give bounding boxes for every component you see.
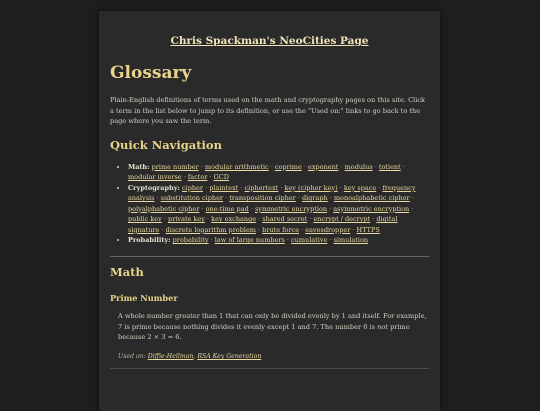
- glossary-term-link[interactable]: discrete logarithm problem: [165, 225, 256, 234]
- term-separator: ·: [204, 215, 212, 224]
- glossary-term-link[interactable]: key (cipher key): [284, 183, 338, 192]
- glossary-term-link[interactable]: law of large numbers: [214, 236, 285, 245]
- term-separator: ·: [159, 225, 166, 234]
- glossary-term-link[interactable]: factor: [187, 173, 208, 182]
- term-separator: ·: [295, 194, 302, 203]
- glossary-term-link[interactable]: one-time pad: [205, 204, 249, 213]
- term-separator: ·: [307, 215, 314, 224]
- glossary-term-link[interactable]: cumulative: [291, 236, 328, 245]
- quick-nav-category: [128, 235, 429, 246]
- term-separator: ·: [327, 236, 334, 245]
- term-divider: [110, 368, 429, 369]
- term-separator: ·: [207, 173, 214, 182]
- glossary-term-link[interactable]: prime number: [151, 162, 199, 171]
- glossary-term-link[interactable]: frequency analysis: [128, 183, 416, 203]
- term-heading-prime-number: Prime Number: [110, 292, 178, 303]
- glossary-term-link[interactable]: digital signature: [128, 215, 398, 234]
- glossary-term-link[interactable]: polyalphabetic cipher: [128, 204, 200, 213]
- glossary-term-link[interactable]: asymmetric encryption: [333, 204, 410, 213]
- glossary-term-link[interactable]: digraph: [301, 194, 328, 203]
- term-separator: ·: [400, 162, 405, 171]
- term-separator: ·: [223, 194, 230, 203]
- glossary-term-link[interactable]: private key: [168, 215, 205, 224]
- glossary-term-link[interactable]: monoalphabetic cipher: [333, 194, 410, 203]
- term-separator: ·: [376, 183, 383, 192]
- glossary-term-link[interactable]: GCD: [213, 173, 229, 182]
- glossary-term-link[interactable]: cipher: [181, 183, 203, 192]
- glossary-term-link[interactable]: transposition cipher: [229, 194, 296, 203]
- quick-nav-category: [128, 183, 429, 236]
- term-separator: ·: [284, 236, 292, 245]
- term-separator: ·: [338, 162, 345, 171]
- glossary-term-link[interactable]: coprime: [274, 162, 302, 171]
- term-separator: ·: [208, 236, 215, 245]
- term-separator: ·: [350, 225, 357, 234]
- glossary-term-link[interactable]: encrypt / decrypt: [313, 215, 371, 224]
- category-label: Probability:: [128, 236, 171, 245]
- page-container: [99, 11, 440, 411]
- category-label: Math:: [128, 162, 150, 171]
- glossary-term-link[interactable]: modular inverse: [128, 173, 182, 182]
- category-label: Cryptography:: [128, 183, 180, 192]
- term-separator: ·: [203, 183, 210, 192]
- glossary-term-link[interactable]: substitution cipher: [160, 194, 224, 203]
- glossary-term-link[interactable]: modular arithmetic: [204, 162, 269, 171]
- glossary-term-link[interactable]: probability: [172, 236, 209, 245]
- term-separator: ·: [238, 183, 245, 192]
- term-definition: [118, 311, 429, 343]
- term-separator: ·: [409, 194, 414, 203]
- term-separator: ·: [372, 162, 379, 171]
- term-separator: ·: [327, 194, 334, 203]
- section-divider: [110, 256, 429, 257]
- term-separator: ·: [301, 162, 308, 171]
- glossary-term-link[interactable]: key space: [343, 183, 377, 192]
- glossary-term-link[interactable]: HTTPS: [356, 225, 380, 234]
- used-on-label: Used on:: [118, 353, 146, 361]
- quick-nav-heading: Quick Navigation: [110, 137, 222, 152]
- glossary-term-link[interactable]: ciphertext: [244, 183, 279, 192]
- term-separator: ·: [278, 183, 285, 192]
- term-separator: ·: [199, 204, 206, 213]
- definition-text-end: prime because 2 × 3 = 6.: [118, 322, 410, 342]
- term-separator: ·: [198, 162, 205, 171]
- glossary-term-link[interactable]: simulation: [333, 236, 369, 245]
- quick-nav-list: [110, 162, 429, 246]
- term-separator: ·: [161, 215, 169, 224]
- term-separator: ·: [255, 225, 263, 234]
- term-separator: ·: [370, 215, 377, 224]
- quick-nav-category: [128, 162, 429, 183]
- definition-text: A whole number greater than 1 that can only be divided evenly by 1 and itself. For example, 7 is prime because nothing divides it evenly except 1 and 7. The number 6 is: [118, 311, 427, 331]
- glossary-term-link[interactable]: eavesdropper: [305, 225, 351, 234]
- term-separator: ·: [256, 215, 263, 224]
- glossary-term-link[interactable]: symmetric encryption: [254, 204, 328, 213]
- intro-paragraph: Plain-English definitions of terms used on the math and cryptography pages on this site. Click a term in the list below to jump to its definition, or use the "Used on:" links to go back to the page where you saw the term.: [110, 96, 426, 126]
- glossary-term-link[interactable]: totient: [378, 162, 401, 171]
- glossary-term-link[interactable]: shared secret: [262, 215, 308, 224]
- glossary-term-link[interactable]: key exchange: [211, 215, 257, 224]
- glossary-term-link[interactable]: modulus: [344, 162, 373, 171]
- used-on-link-rsa-key-generation[interactable]: RSA Key Generation: [197, 353, 262, 361]
- term-separator: ·: [154, 194, 161, 203]
- glossary-term-link[interactable]: exponent: [308, 162, 339, 171]
- glossary-term-link[interactable]: brute force: [262, 225, 300, 234]
- term-separator: ·: [268, 162, 275, 171]
- term-separator: ·: [337, 183, 344, 192]
- glossary-term-link[interactable]: public key: [128, 215, 162, 224]
- site-title-link[interactable]: Chris Spackman's NeoCities Page: [170, 35, 369, 47]
- used-on-link-diffie-hellman[interactable]: Diffie-Hellman: [147, 353, 194, 361]
- used-on-line: Used on: Diffie-Hellman, RSA Key Generation: [118, 353, 262, 361]
- term-separator: ·: [181, 173, 188, 182]
- term-separator: ·: [299, 225, 306, 234]
- math-section-heading: Math: [110, 264, 144, 279]
- term-separator: ·: [409, 204, 414, 213]
- definition-emphasis: not: [377, 322, 388, 331]
- term-separator: ·: [327, 204, 334, 213]
- term-separator: ·: [248, 204, 255, 213]
- page-title: Glossary: [110, 63, 192, 83]
- glossary-term-link[interactable]: plaintext: [209, 183, 239, 192]
